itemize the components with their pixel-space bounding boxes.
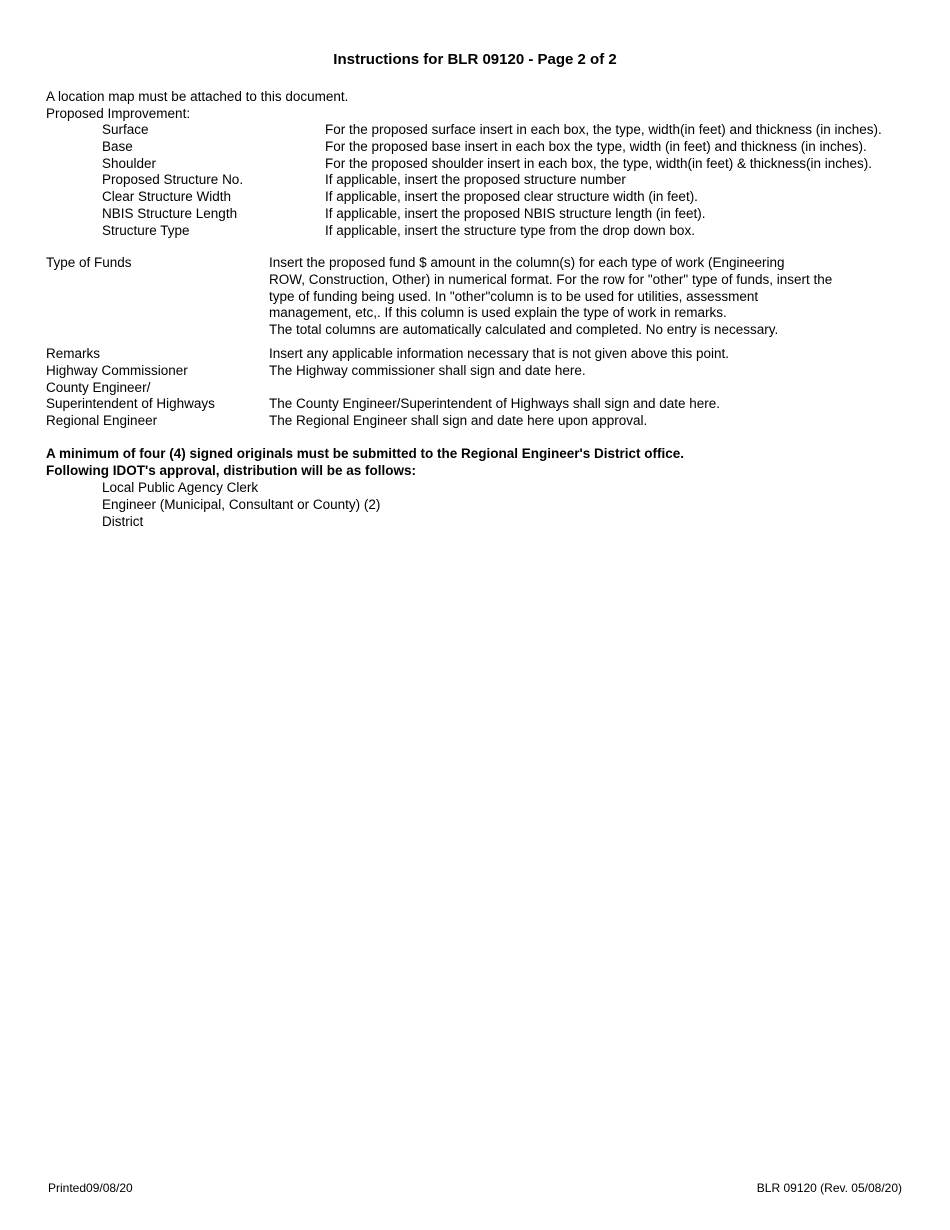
funds-line: ROW, Construction, Other) in numerical format. For the row for "other" type of funds, insert the bbox=[269, 271, 833, 287]
improvement-term-shoulder: Shoulder bbox=[102, 155, 157, 171]
funds-line: type of funding being used. In "other"column is to be used for utilities, assessment bbox=[269, 288, 759, 304]
regional-engineer-desc: The Regional Engineer shall sign and date here upon approval. bbox=[269, 413, 648, 429]
superintendent-term: Superintendent of Highways bbox=[46, 396, 215, 412]
intro-section bbox=[46, 89, 348, 123]
improvement-term-clear-width: Clear Structure Width bbox=[102, 189, 232, 205]
minimum-originals-note: A minimum of four (4) signed originals must be submitted to the Regional Engineer's District office. bbox=[46, 446, 685, 461]
improvement-descriptions bbox=[325, 122, 882, 240]
page-title: Instructions for BLR 09120 - Page 2 of 2 bbox=[333, 51, 617, 68]
improvement-desc-shoulder: For the proposed shoulder insert in each box, the type, width(in feet) & thickness(in inches). bbox=[325, 155, 873, 171]
improvement-term-nbis-length: NBIS Structure Length bbox=[102, 205, 238, 221]
highway-commissioner-term: Highway Commissioner bbox=[46, 362, 188, 378]
distribution-notes bbox=[46, 446, 684, 480]
county-engineer-term: County Engineer/ bbox=[46, 379, 151, 395]
highway-commissioner-desc: The Highway commissioner shall sign and date here. bbox=[269, 362, 586, 378]
funds-line: management, etc,. If this column is used explain the type of work in remarks. bbox=[269, 305, 727, 321]
funds-line: The total columns are automatically calculated and completed. No entry is necessary. bbox=[269, 322, 779, 338]
remarks-desc: Insert any applicable information necessary that is not given above this point. bbox=[269, 346, 730, 361]
improvement-term-structure-type: Structure Type bbox=[102, 222, 190, 238]
distribution-list bbox=[102, 480, 380, 530]
proposed-improvement-label: Proposed Improvement: bbox=[46, 105, 191, 121]
list-item: Engineer (Municipal, Consultant or County) (2) bbox=[102, 496, 381, 512]
form-id: BLR 09120 (Rev. 05/08/20) bbox=[756, 1181, 902, 1195]
printed-date: Printed09/08/20 bbox=[48, 1181, 133, 1195]
distribution-heading: Following IDOT's approval, distribution will be as follows: bbox=[46, 462, 416, 478]
superintendent-desc: The County Engineer/Superintendent of Highways shall sign and date here. bbox=[269, 396, 721, 412]
funds-description bbox=[269, 255, 832, 339]
improvement-desc-clear-width: If applicable, insert the proposed clear structure width (in feet). bbox=[325, 189, 698, 205]
improvement-desc-surface: For the proposed surface insert in each box, the type, width(in feet) and thickness (in inches). bbox=[325, 122, 882, 137]
improvement-desc-structure-no: If applicable, insert the proposed structure number bbox=[325, 172, 626, 188]
improvement-desc-nbis-length: If applicable, insert the proposed NBIS structure length (in feet). bbox=[325, 205, 706, 221]
improvement-terms bbox=[102, 122, 243, 240]
list-item: Local Public Agency Clerk bbox=[102, 480, 259, 495]
remarks-term: Remarks bbox=[46, 346, 101, 361]
improvement-desc-structure-type: If applicable, insert the structure type from the drop down box. bbox=[325, 222, 695, 238]
funds-line: Insert the proposed fund $ amount in the column(s) for each type of work (Engineering bbox=[269, 255, 785, 270]
improvement-desc-base: For the proposed base insert in each box the type, width (in feet) and thickness (in inches). bbox=[325, 138, 867, 154]
funds-term: Type of Funds bbox=[46, 255, 132, 270]
signoff-descriptions bbox=[269, 346, 729, 430]
improvement-term-surface: Surface bbox=[102, 122, 149, 137]
list-item: District bbox=[102, 513, 144, 529]
signoff-terms bbox=[46, 346, 215, 430]
regional-engineer-term: Regional Engineer bbox=[46, 413, 158, 429]
improvement-term-structure-no: Proposed Structure No. bbox=[102, 172, 244, 188]
location-map-note: A location map must be attached to this document. bbox=[46, 89, 349, 104]
county-engineer-desc bbox=[269, 380, 729, 397]
improvement-term-base: Base bbox=[102, 138, 133, 154]
